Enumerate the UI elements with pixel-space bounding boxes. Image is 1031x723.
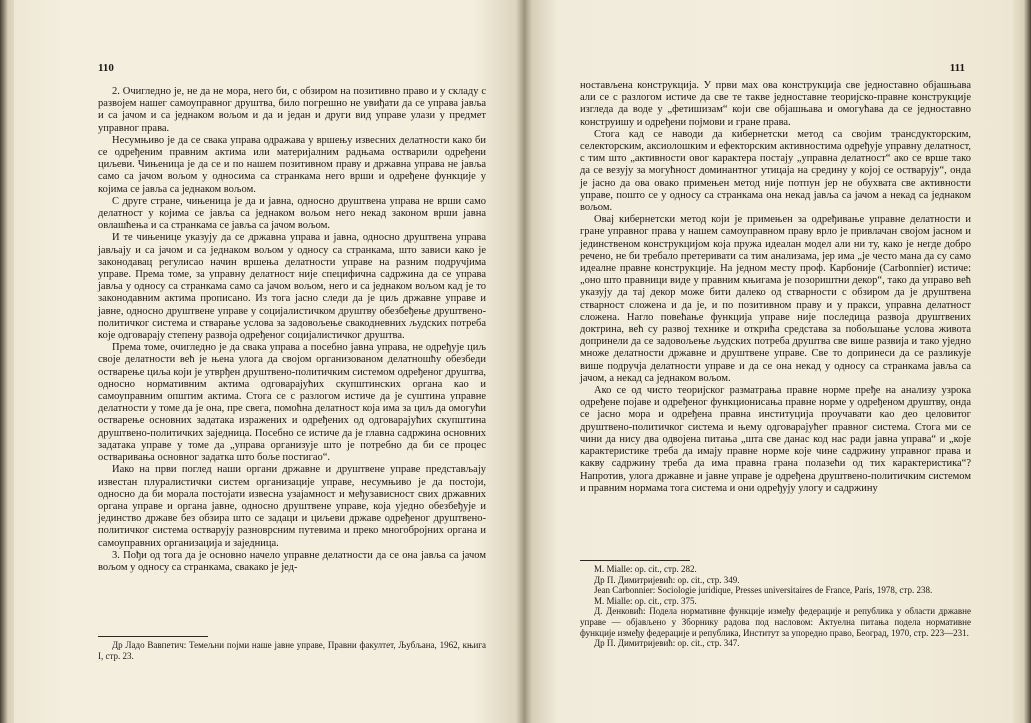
footnote-rule bbox=[580, 560, 690, 561]
paragraph: 3. Пођи од тога да је основно начело управне делатности да се она јавља са јачом вољом у односу са странкама, свакако је јед- bbox=[98, 549, 486, 573]
footnote: Jean Carbonnier: Sociologie juridique, Presses universitaires de France, Paris, 1978, стр. 238. bbox=[594, 585, 933, 596]
footnote: Д. Денковић: Подела нормативне функције између федерације и република у области државне управе — објављено у Зборнику радова под насловом: Актуелна питања подела нормативне функције између федерације и република, Институт за упоредно право, Београд, 1970, стр. 223—231. bbox=[580, 606, 971, 638]
page-stack-edge-right bbox=[1013, 0, 1031, 723]
paragraph: Овај кибернетски метод који је примењен за одређивање управне делатности и гране управног права у нашем самоуправном праву врло је привлачан својом јасном и јединственом конструкцијом која пружа идеалан модел али ни ту, како је негде добро речено, не би требало претеривати са тим анализама, јер има „је често мана да су само идеалне правне конструкције. На једном месту проф. Карбоније (Carbonnier) истиче: „оно што правници виде у правним књигама је позориштни декор“, тако да управо већ указују да тај декор може бити далеко од стварности с обзиром да је друштвена стварност сложена и да је, и по позитивном праву и у пракси, управна делатност сложена. Нагло повећање функција управе није последица развоја друштвених доктрина, већ су развој технике и открића средстава за побољшање услова живота допринели да се задовољење људских потреба друштва све више развија и тако уједно множе делатности државне и друштвене управе. Све то допринеси да се разликује више подручја делатности управе и да се она некад у односу са странкама јавља са јачом, а некад са једнаком вољом. bbox=[580, 214, 971, 384]
left-page bbox=[14, 0, 524, 723]
footnote: Др Ладо Вавпетич: Темељни појми наше јавне управе, Правни факултет, Љубљана, 1962, књига I, стр. 23. bbox=[98, 640, 486, 661]
paragraph: Стога кад се наводи да кибернетски метод са својим трансдукторским, селекторским, аксиолошким и ефекторским активностима одређује управну делатност, с тим што „активности овог карактера постају „управна делатност“ ако се врше тако да се везују за могућност доминантног утицаја на средину у којој се остварују“, онда је јасно да ова овако примењен метод није потпун јер не обухвата све активности управе, пошто се у односу са странкама она некад јавља са јачом а некад са једнаком вољом. bbox=[580, 128, 971, 214]
footnote: Др П. Димитријевић: op. cit., стр. 347. bbox=[594, 638, 740, 649]
paragraph: С друге стране, чињеница је да и јавна, односно друштвена управа не врши само делатност у којима се јавља са једнаком вољом него некад законом врши јавна овлашћења и са странкама се јавља са јачом вољом. bbox=[98, 195, 486, 232]
paragraph: Несумњиво је да се свака управа одражава у вршењу извесних делатности како би се одређеним правним актима или материјалним радњама остварили одређени циљеви. Чињеница је да се и по нашем позитивном праву и државна управа не јавља само са јачом вољом у односима са странкама него врши и одређене функције у којима се јавља са једнаком вољом. bbox=[98, 134, 486, 195]
right-page bbox=[524, 0, 1017, 723]
paragraph: Према томе, очигледно је да свака управа а посебно јавна управа, не одређује циљ своје делатности већ је њена улога да својом организованом делатношћу обезбеди остварење циља који је утврђен друштвено-политичким системом одређеног друштва, односно нормативним актима одговарајућих скупштинских органа као и самоуправним општим актима. Стога се с разлогом истиче да је суштина управне делатности у томе да је она, пре свега, помоћна делатност која има за циљ да омогући остварење основних задатака изражених и одређених од одговарајућих скупштина друштвено-политичких заједница. Посебно се истиче да је главна садржина основних задатака управе у томе да „управа организује што је потребно да би се процес остваривања основног задатка што боље постигао“. bbox=[98, 342, 486, 464]
body-text bbox=[580, 80, 971, 495]
paragraph: 2. Очигледно је, не да не мора, него би, с обзиром на позитивно право и у складу с развојем нашег самоуправног друштва, било погрешно не увиђати да се управа јавља и са јачом и са једнаком вољом и да и један и други вид управе улази у предмет управног права. bbox=[98, 86, 486, 134]
footnote: M. Mialle: op. cit., стр. 375. bbox=[594, 595, 697, 606]
paragraph: ностављена конструкција. У први мах ова конструкција све једноставно објашњава али се с разлогом истиче да све те такве једноставне теоријско-правне конструкције изгледа да воде у „фетишизам“ који све објашњава и омогућава да се једноставно конструишу и одређени појмови и гране права. bbox=[580, 80, 971, 128]
page-number: 111 bbox=[949, 62, 965, 74]
paragraph: Ако се од чисто теоријског разматрања правне норме пређе на анализу узрока одређене појаве и одређеног функционисања правне норме у одређеном друштву, онда се јасно мора и одређена правна институција проучавати као део целовитог друштвено-политичког система и њему одговарајућег правног система. Стога ми се чини да нису два одвојена питања „шта све данас код нас ради јавна управа“ и „које карактеристике треба да имају правне норме које чине садржину управног права и какву садржину треба да има правна грана полазећи од тих карактеристика“? Напротив, улога државне и јавне управе је одређена друштвено-политичким системом и правним нормама тога система и они одређују улогу и садржину bbox=[580, 385, 971, 494]
footnote: M. Mialle: op. cit., стр. 282. bbox=[594, 564, 697, 574]
footnotes bbox=[98, 636, 486, 661]
footnote-rule bbox=[98, 636, 208, 637]
paragraph: И те чињенице указују да се државна управа и јавна, односно друштвена управа јављају и са јачом и са једнаком вољом у односу са странкама, што зависи како је законодавац регулисао начин вршења делатности управе на разним подручјима управе. Према томе, за управну делатност није специфична садржина да се управа јавља у односу са странкама само са јачом вољом, него и са једнаком вољом кад је то законодавним актима прописано. Из тога јасно следи да је циљ државне управе и јавне, односно друштвене управе у социјалистичком друштву обезбеђење друштвено-политичког система и стварање услова за задовољење свакодневних људских потреба које одговарају степену развоја одређеног социјалистичког друштва. bbox=[98, 232, 486, 342]
footnotes bbox=[580, 560, 971, 649]
footnote: Др П. Димитријевић: op. cit., стр. 349. bbox=[594, 574, 740, 585]
page-number: 110 bbox=[98, 62, 114, 74]
book-gutter bbox=[516, 0, 532, 723]
body-text bbox=[98, 86, 486, 574]
paragraph: Иако на први поглед наши органи државне и друштвене управе представљају известан плуралистички систем организације управе, несумњиво је да постоји, односно да би морала постојати извесна узајамност и међузависност свих државних органа управе и органа јавне, односно друштвене управе, која уједно обезбеђује и јединство државе без обзира што се задаци и циљеви државе одређеног друштвено-политичког система остварују разноврсним путевима и преко многобројних органа и самоуправних организација и заједница. bbox=[98, 464, 486, 549]
